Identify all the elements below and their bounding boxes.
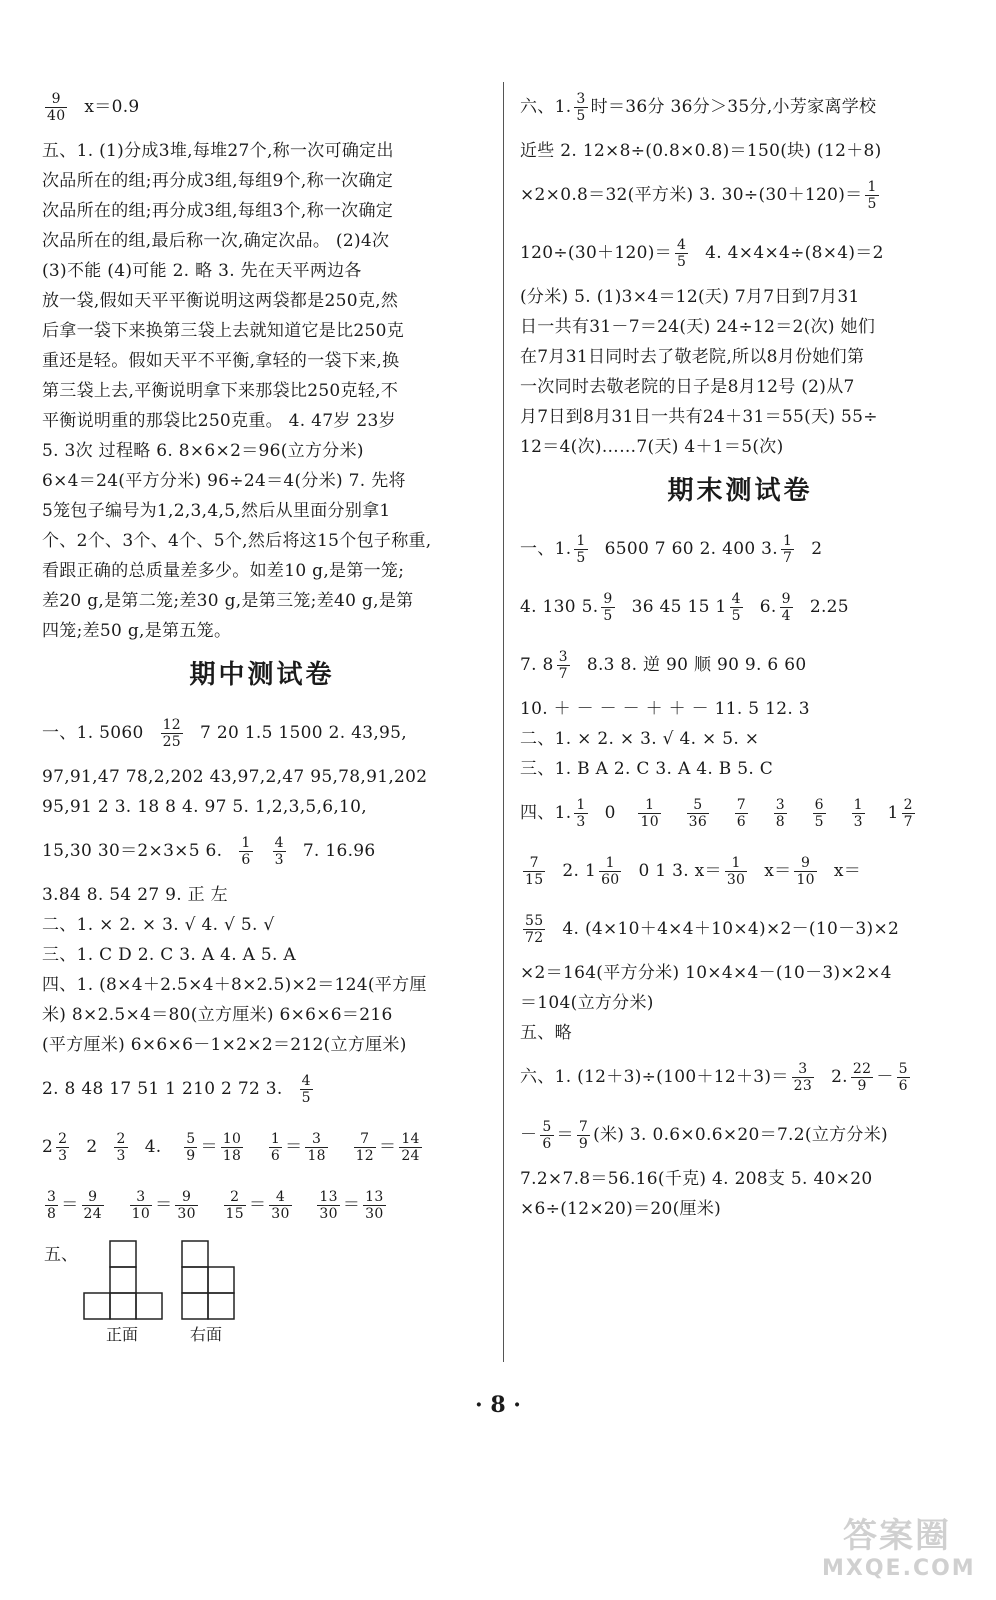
answer-line: 一次同时去敬老院的日子是8月12号 (2)从7 xyxy=(520,377,855,397)
answer-line: 三、1. C D 2. C 3. A 4. A 5. A xyxy=(42,945,297,965)
watermark-bottom-text: MXQE.COM xyxy=(822,1556,976,1581)
answer-line: 四、1. $\frac{1}{3}$ 0 $\frac{1}{10}$ $\frac{5}{36}$ $\frac{7}{6}$ $\frac{3}{8}$ $\frac{6}{5}$ $\frac{1}{3}$ 1 $\frac{2}{7}$ xyxy=(520,797,913,830)
answer-line: ×6÷(12×20)＝20(厘米) xyxy=(520,1199,722,1219)
section-title-midterm: 期中测试卷 xyxy=(189,660,335,690)
left-column xyxy=(42,78,482,1374)
right-view-label: 右面 xyxy=(190,1325,223,1344)
answer-line: 差20 g,是第二笼;差30 g,是第三笼;差40 g,是第 xyxy=(42,591,414,611)
answer-line: 在7月31日同时去了敬老院,所以8月份她们第 xyxy=(520,347,865,367)
column-divider xyxy=(503,82,504,1362)
answer-line: 五、略 xyxy=(520,1023,572,1043)
answer-line: 一、1. $\frac{1}{5}$ 6500 7 60 2. 400 3. $\frac{1}{7}$ 2 xyxy=(520,533,823,566)
watermark-top-text: 答案圈 xyxy=(843,1516,951,1556)
figure-label-five: 五、 xyxy=(44,1245,78,1265)
front-view-label: 正面 xyxy=(106,1325,139,1344)
answer-line: 95,91 2 3. 18 8 4. 97 5. 1,2,3,5,6,10, xyxy=(42,797,367,817)
answer-line: 米) 8×2.5×4＝80(立方厘米) 6×6×6＝216 xyxy=(42,1005,393,1025)
answer-line: 3.84 8. 54 27 9. 正 左 xyxy=(42,885,228,905)
answer-line: ×2×0.8＝32(平方米) 3. 30÷(30＋120)＝ $\frac{1}{5}$ xyxy=(520,179,877,212)
fraction: $\frac{9}{40}$ xyxy=(47,91,66,124)
answer-line: ＝104(立方分米) xyxy=(520,993,654,1013)
answer-line: (平方厘米) 6×6×6－1×2×2＝212(立方厘米) xyxy=(42,1035,407,1055)
answer-line: 97,91,47 78,2,202 43,97,2,47 95,78,91,202 xyxy=(42,767,428,787)
right-column xyxy=(520,78,960,1224)
answer-line: 四、1. (8×4＋2.5×4＋8×2.5)×2＝124(平方厘 xyxy=(42,975,427,995)
answer-line: $\frac{9}{40}$ x＝0.9 xyxy=(47,91,140,124)
answer-line: 4. 130 5. $\frac{9}{5}$ 36 45 15 1 $\frac{4}{5}$ 6. $\frac{9}{4}$ 2.25 xyxy=(520,591,849,624)
answer-line: 二、1. × 2. × 3. √ 4. × 5. × xyxy=(520,729,760,749)
answer-line: 2 $\frac{2}{3}$ 2 $\frac{2}{3}$ 4. $\frac{5}{9}$ ＝ $\frac{10}{18}$ $\frac{1}{6}$ ＝ $\frac{3}{18}$ $\frac{7}{12}$ ＝ $\frac{14}{24}$ xyxy=(42,1131,420,1164)
right-view-grid xyxy=(182,1241,234,1319)
answer-line: 10. ＋ － － － ＋ ＋ － 11. 5 12. 3 xyxy=(520,699,810,719)
answer-line: 12＝4(次)……7(天) 4＋1＝5(次) xyxy=(520,437,784,457)
answer-line: 第三袋上去,平衡说明拿下来那袋比250克轻,不 xyxy=(42,381,399,401)
answer-line: ×2＝164(平方分米) 10×4×4－(10－3)×2×4 xyxy=(520,963,892,983)
answer-line: 六、1. (12＋3)÷(100＋12＋3)＝ $\frac{3}{23}$ 2. $\frac{22}{9}$ － $\frac{5}{6}$ xyxy=(520,1061,908,1094)
watermark-logo xyxy=(822,1516,976,1586)
answer-line: 放一袋,假如天平平衡说明这两袋都是250克,然 xyxy=(42,291,399,311)
answer-line: 6×4＝24(平方分米) 96÷24＝4(分米) 7. 先将 xyxy=(42,471,406,491)
answer-line: 7. 8 $\frac{3}{7}$ 8.3 8. 逆 90 顺 90 9. 6 60 xyxy=(520,649,807,682)
answer-line: 平衡说明重的那袋比250克重。 4. 47岁 23岁 xyxy=(42,411,396,431)
answer-line: 7.2×7.8＝56.16(千克) 4. 208支 5. 40×20 xyxy=(520,1169,873,1189)
page-number: · 8 · xyxy=(475,1392,521,1418)
answer-line: 三、1. B A 2. C 3. A 4. B 5. C xyxy=(520,759,774,779)
answer-line: 近些 2. 12×8÷(0.8×0.8)＝150(块) (12＋8) xyxy=(520,141,882,161)
answer-line: (3)不能 (4)可能 2. 略 3. 先在天平两边各 xyxy=(42,261,362,281)
answer-line: 2. 8 48 17 51 1 210 2 72 3. $\frac{4}{5}$ xyxy=(42,1073,311,1106)
answer-line: 一、1. 5060 $\frac{12}{25}$ 7 20 1.5 1500 2. 43,95, xyxy=(42,717,407,750)
answer-line: 5笼包子编号为1,2,3,4,5,然后从里面分别拿1 xyxy=(42,501,391,521)
answer-line: 120÷(30＋120)＝ $\frac{4}{5}$ 4. 4×4×4÷(8×4)＝2 xyxy=(520,237,884,270)
answer-line: 看跟正确的总质量差多少。如差10 g,是第一笼; xyxy=(42,561,405,581)
answer-line: 重还是轻。假如天平不平衡,拿轻的一袋下来,换 xyxy=(42,351,400,371)
answer-line: $\frac{55}{72}$ 4. (4×10＋4×4＋10×4)×2－(10－3)×2 xyxy=(525,913,900,946)
answer-line: 次品所在的组,最后称一次,确定次品。 (2)4次 xyxy=(42,231,390,251)
answer-line: 后拿一袋下来换第三袋上去就知道它是比250克 xyxy=(42,321,405,341)
answer-line: 六、1. $\frac{3}{5}$ 时＝36分 36分＞35分,小芳家离学校 xyxy=(520,91,877,124)
view-figures xyxy=(42,1234,482,1374)
section-title-final: 期末测试卷 xyxy=(667,476,813,506)
answer-line: 日一共有31－7＝24(天) 24÷12＝2(次) 她们 xyxy=(520,317,876,337)
answer-line: 月7日到8月31日一共有24＋31＝55(天) 55÷ xyxy=(520,407,878,427)
answer-line: 15,30 30＝2×3×5 6. $\frac{1}{6}$ $\frac{4}{3}$ 7. 16.96 xyxy=(42,835,376,868)
answer-line: 个、2个、3个、4个、5个,然后将这15个包子称重, xyxy=(42,531,432,551)
answer-line: 四笼;差50 g,是第五笼。 xyxy=(42,621,232,641)
answer-line: 次品所在的组;再分成3组,每组3个,称一次确定 xyxy=(42,201,394,221)
answer-line: 5. 3次 过程略 6. 8×6×2＝96(立方分米) xyxy=(42,441,364,461)
answer-line: 二、1. × 2. × 3. √ 4. √ 5. √ xyxy=(42,915,275,935)
answer-line: － $\frac{5}{6}$ ＝ $\frac{7}{9}$ (米) 3. 0.6×0.6×20＝7.2(立方分米) xyxy=(520,1119,888,1152)
view-figure-svg xyxy=(42,1234,482,1374)
answer-line: 次品所在的组;再分成3组,每组9个,称一次确定 xyxy=(42,171,394,191)
answer-line: 五、1. (1)分成3堆,每堆27个,称一次可确定出 xyxy=(42,141,394,161)
answer-line: (分米) 5. (1)3×4＝12(天) 7月7日到7月31 xyxy=(520,287,860,307)
answer-line: $\frac{7}{15}$ 2. 1 $\frac{1}{60}$ 0 1 3. x＝ $\frac{1}{30}$ x＝ $\frac{9}{10}$ x＝ xyxy=(525,855,862,888)
answer-line: $\frac{3}{8}$ ＝ $\frac{9}{24}$ $\frac{3}{10}$ ＝ $\frac{9}{30}$ $\frac{2}{15}$ ＝ $\frac{4}{30}$ $\frac{13}{30}$ ＝ $\frac{13}{30}$ xyxy=(47,1189,384,1222)
front-view-grid xyxy=(84,1241,162,1319)
